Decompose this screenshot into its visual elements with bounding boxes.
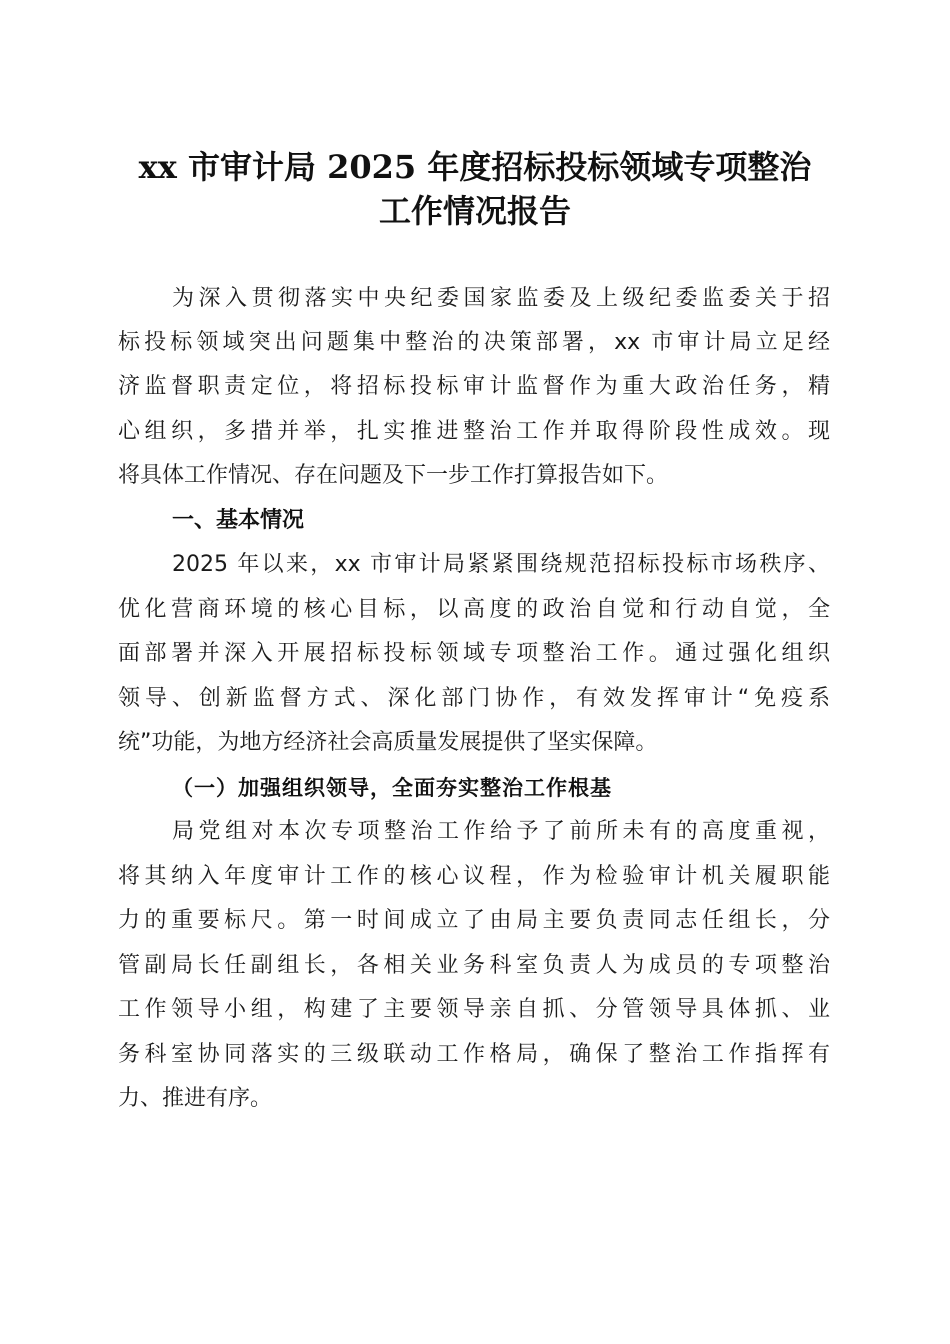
subsection1-line: 务科室协同落实的三级联动工作格局，确保了整治工作指挥有 (118, 1042, 830, 1067)
document-title-line-2: 工作情况报告 (378, 192, 571, 230)
section1-line: 领导、创新监督方式、深化部门协作，有效发挥审计“免疫系 (118, 686, 830, 711)
document-title-line-1: xx 市审计局 2025 年度招标投标领域专项整治 (138, 148, 812, 186)
subsection1-line: 力、推进有序。 (118, 1086, 273, 1111)
subsection1-line: 局党组对本次专项整治工作给予了前所未有的高度重视， (172, 819, 830, 844)
intro-line: 心组织，多措并举，扎实推进整治工作并取得阶段性成效。现 (118, 419, 830, 444)
section1-line: 统”功能，为地方经济社会高质量发展提供了坚实保障。 (118, 730, 658, 755)
subsection1-line: 将其纳入年度审计工作的核心议程，作为检验审计机关履职能 (118, 864, 830, 889)
subsection1-line: 力的重要标尺。第一时间成立了由局主要负责同志任组长，分 (118, 908, 830, 933)
intro-line: 为深入贯彻落实中央纪委国家监委及上级纪委监委关于招 (172, 286, 830, 311)
section1-line: 面部署并深入开展招标投标领域专项整治工作。通过强化组织 (118, 641, 830, 666)
intro-line: 标投标领域突出问题集中整治的决策部署，xx 市审计局立足经 (118, 330, 830, 355)
section-heading: 一、基本情况 (172, 508, 305, 533)
subsection1-line: 管副局长任副组长，各相关业务科室负责人为成员的专项整治 (118, 953, 830, 978)
intro-line: 济监督职责定位，将招标投标审计监督作为重大政治任务，精 (118, 374, 830, 399)
section1-line: 优化营商环境的核心目标，以高度的政治自觉和行动自觉，全 (118, 597, 830, 622)
subsection-heading: （一）加强组织领导，全面夯实整治工作根基 (172, 776, 612, 800)
intro-line: 将具体工作情况、存在问题及下一步工作打算报告如下。 (118, 463, 669, 488)
subsection1-line: 工作领导小组，构建了主要领导亲自抓、分管领导具体抓、业 (118, 997, 830, 1022)
section1-line: 2025 年以来，xx 市审计局紧紧围绕规范招标投标市场秩序、 (172, 552, 830, 577)
